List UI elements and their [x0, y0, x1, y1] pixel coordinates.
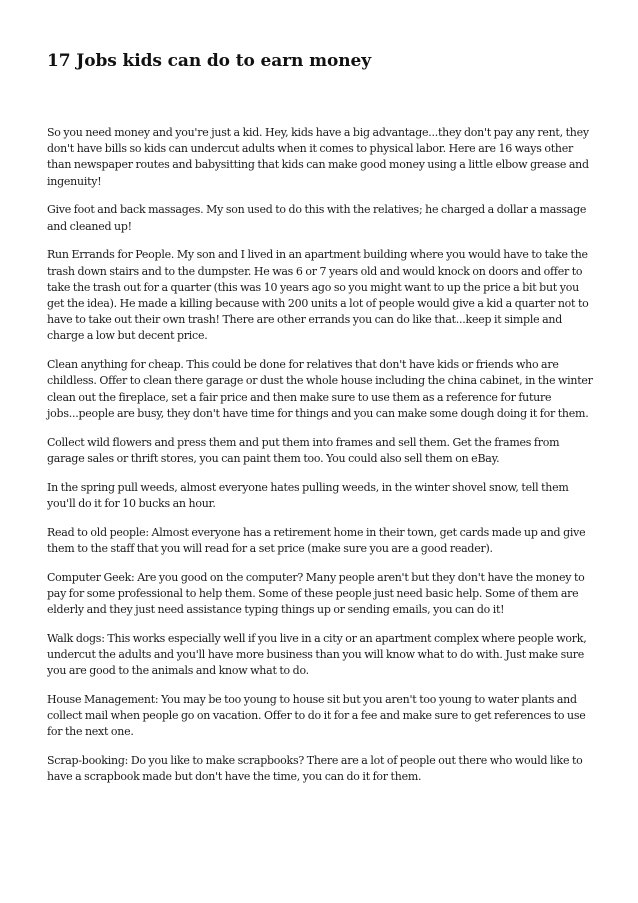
- paragraph-walk-dogs: Walk dogs: This works especially well if you live in a city or an apartment complex where people work, undercut the adults and you'll have more business than you will know what to do with. Just make sure you are good to the animals and know what to do.: [47, 631, 587, 678]
- paragraph-wild-flowers: Collect wild flowers and press them and put them into frames and sell them. Get the frames from garage sales or thrift stores, you can paint them too. You could also sell them on eBay.: [47, 435, 560, 465]
- paragraph-house-management: House Management: You may be too young to house sit but you aren't too young to water plants and collect mail when people go on vacation. Offer to do it for a fee and make sure to get references to use for the next one.: [47, 693, 586, 739]
- paragraph-scrap-booking: Scrap-booking: Do you like to make scrapbooks? There are a lot of people out there who would like to have a scrapbook made but don't have the time, you can do it for them.: [47, 754, 583, 784]
- document-title: 17 Jobs kids can do to earn money: [47, 51, 371, 71]
- paragraph-intro: So you need money and you're just a kid. Hey, kids have a big advantage...they don't pay any rent, they don't have bills so kids can undercut adults when it comes to physical labor. Here are 16 ways other than newspaper routes and babysitting that kids can make good money using a little elbow grease and ingenuity!: [47, 126, 589, 188]
- paragraph-weeds-snow: In the spring pull weeds, almost everyone hates pulling weeds, in the winter shovel snow, tell them you'll do it for 10 bucks an hour.: [47, 480, 569, 510]
- paragraph-computer-geek: Computer Geek: Are you good on the computer? Many people aren't but they don't have the money to pay for some professional to help them. Some of these people just need basic help. Some of them are elderly and they just need assistance typing things up or sending emails, you can do it!: [47, 570, 585, 617]
- document-body: [47, 125, 594, 786]
- paragraph-cleaning: Clean anything for cheap. This could be done for relatives that don't have kids or friends who are childless. Offer to clean there garage or dust the whole house including the china cabinet, in the winter clean out the fireplace, set a fair price and then make sure to use them as a reference for future jobs...people are busy, they don't have time for things and you can make some dough doing it for them.: [47, 358, 593, 420]
- paragraph-massages: Give foot and back massages. My son used to do this with the relatives; he charged a dollar a massage and cleaned up!: [47, 203, 587, 233]
- paragraph-read-to-old-people: Read to old people: Almost everyone has a retirement home in their town, get cards made up and give them to the staff that you will read for a set price (make sure you are a good reader).: [47, 525, 586, 555]
- paragraph-errands: Run Errands for People. My son and I lived in an apartment building where you would have to take the trash down stairs and to the dumpster. He was 6 or 7 years old and would knock on doors and offer to take the trash out for a quarter (this was 10 years ago so you might want to up the price a bit but you get the idea). He made a killing because with 200 units a lot of people would give a kid a quarter not to have to take out their own trash! There are other errands you can do like that...keep it simple and charge a low but decent price.: [47, 248, 589, 343]
